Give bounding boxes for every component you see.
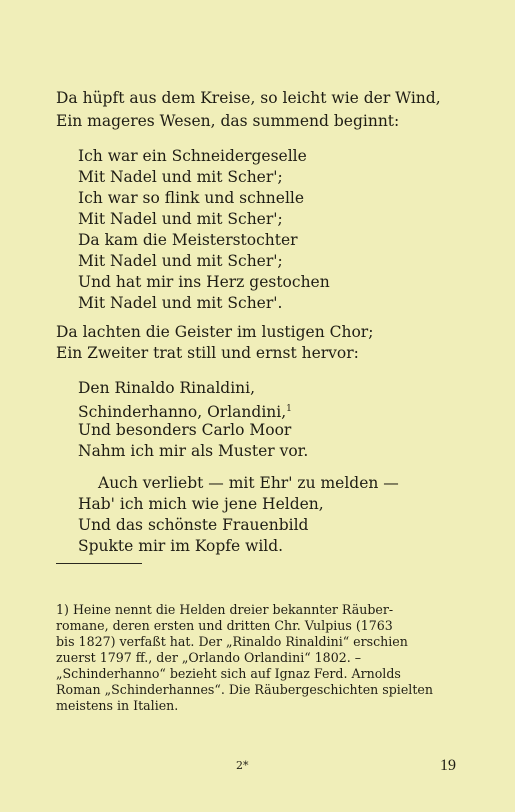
song-line-text: Schinderhanno, Orlandini, (78, 403, 287, 421)
song-line: Und hat mir ins Herz gestochen (78, 273, 330, 291)
song-line: Und besonders Carlo Moor (78, 421, 292, 439)
footnote-line: bis 1827) verfaßt hat. Der „Rinaldo Rinaldini“ erschien (56, 634, 408, 649)
song-line: Mit Nadel und mit Scher'; (78, 252, 283, 270)
song-line: Mit Nadel und mit Scher'; (78, 210, 283, 228)
song-line: Hab' ich mich wie jene Helden, (78, 495, 324, 513)
verse-line: Ein Zweiter trat still und ernst hervor: (56, 344, 359, 362)
footnote-marker: 1) (56, 602, 69, 617)
footnote-line: meistens in Italien. (56, 698, 179, 713)
page-number: 19 (440, 757, 456, 774)
footnote-line: romane, deren ersten und dritten Chr. Vulpius (1763 (56, 618, 393, 633)
song-line: Den Rinaldo Rinaldini, (78, 379, 256, 397)
song-line: Ich war ein Schneidergeselle (78, 147, 307, 165)
footnote-line: Roman „Schinderhannes“. Die Räubergeschichten spielten (56, 682, 433, 697)
footnote-reference: 1 (286, 404, 292, 414)
song-line: Spukte mir im Kopfe wild. (78, 537, 284, 555)
verse-line: Da lachten die Geister im lustigen Chor; (56, 323, 374, 341)
song-line: Ich war so flink und schnelle (78, 189, 305, 207)
song-line: Mit Nadel und mit Scher'. (78, 294, 283, 312)
song-line (78, 399, 292, 422)
footnote-text: Heine nennt die Helden dreier bekannter Räuber- (72, 602, 394, 617)
footnote-line: zuerst 1797 ff., der „Orlando Orlandini“ 1802. – (56, 650, 362, 665)
verse-line: Da hüpft aus dem Kreise, so leicht wie der Wind, (56, 89, 441, 107)
song-line: Nahm ich mir als Muster vor. (78, 442, 309, 460)
song-line: Und das schönste Frauenbild (78, 516, 309, 534)
printer-signature-mark: 2* (236, 759, 249, 772)
song-line: Da kam die Meisterstochter (78, 231, 298, 249)
footnote-separator (56, 563, 142, 564)
footnote-line: „Schinderhanno“ bezieht sich auf Ignaz Ferd. Arnolds (56, 666, 401, 681)
song-line: Mit Nadel und mit Scher'; (78, 168, 283, 186)
footnote-line (56, 602, 466, 618)
verse-line: Ein mageres Wesen, das summend beginnt: (56, 112, 400, 130)
song-line: Auch verliebt — mit Ehr' zu melden — (98, 474, 399, 492)
